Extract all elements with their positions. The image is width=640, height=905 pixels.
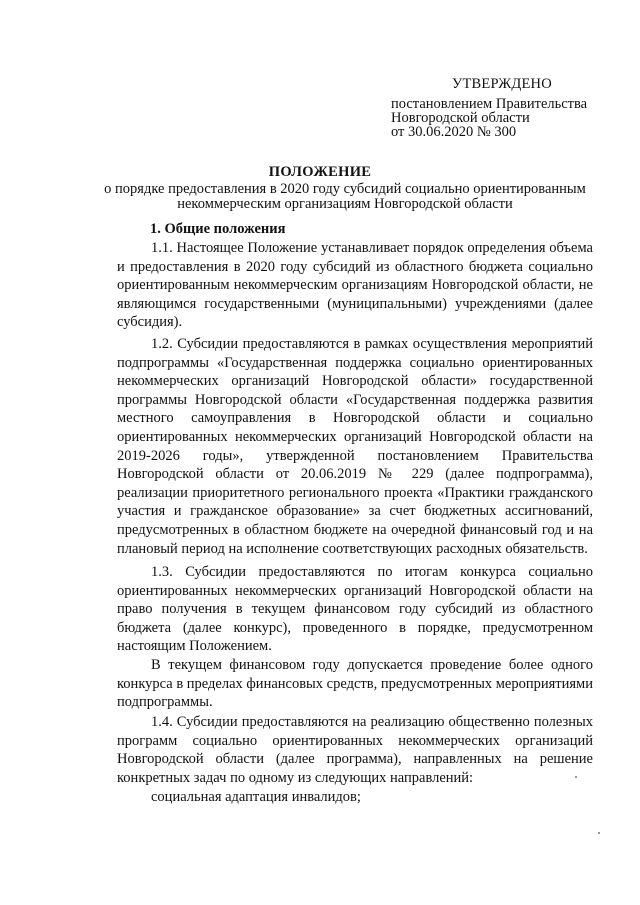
paragraph-1-4: 1.4. Субсидии предоставляются на реализацию общественно полезных программ социально ориентированных некоммерческих организаций Новгородской области (далее программа), направленных на решение конкретных задач по одному из следующих направлений: bbox=[117, 714, 593, 786]
paragraph-1-2: 1.2. Субсидии предоставляются в рамках осуществления мероприятий подпрограммы «Государственная поддержка социально ориентированных некоммерческих организаций Новгородской области» государственной программы Новгородской области «Государственная поддержка развития местного самоуправления в Новгородской области и социально ориентированных некоммерческих организаций Новгородской области на 2019-2026 годы», утвержденной постановлением Правительства Новгородской области от 20.06.2019 № 229 (далее подпрограмма), реализации приоритетного регионального проекта «Практики гражданского участия и гражданское образование» за счет бюджетных ассигнований, предусмотренных в областном бюджете на очередной финансовый год и на плановый период на исполнение соответствующих расходных обязательств. bbox=[117, 336, 593, 557]
document-title: ПОЛОЖЕНИЕ bbox=[268, 164, 372, 180]
approval-line-2: Новгородской области bbox=[391, 110, 530, 126]
approval-heading: УТВЕРЖДЕНО bbox=[452, 76, 552, 92]
paragraph-1-3: 1.3. Субсидии предоставляются по итогам конкурса социально ориентированных некоммерческих организаций Новгородской области на право получения в текущем финансовом году субсидий из областного бюджета (далее конкурс), проведенного в порядке, предусмотренном настоящим Положением. bbox=[117, 564, 593, 655]
paragraph-1-3-continued: В текущем финансовом году допускается проведение более одного конкурса в пределах финансовых средств, предусмотренных мероприятиями подпрограммы. bbox=[117, 657, 593, 711]
approval-line-1: постановлением Правительства bbox=[391, 96, 588, 112]
document-subtitle: о порядке предоставления в 2020 году субсидий социально ориентированным некоммерческим организациям Новгородской области bbox=[104, 181, 586, 212]
list-item-direction: социальная адаптация инвалидов; bbox=[151, 789, 361, 805]
approval-line-3: от 30.06.2020 № 300 bbox=[391, 124, 517, 140]
paragraph-1-1: 1.1. Настоящее Положение устанавливает порядок определения объема и предоставления в 2020 году субсидий из областного бюджета социально ориентированным некоммерческим организациям Новгородской области, не являющимся государственными (муниципальными) учреждениями (далее субсидия). bbox=[117, 240, 593, 331]
scan-speck bbox=[575, 776, 577, 778]
scan-speck bbox=[598, 832, 600, 834]
section-heading: 1. Общие положения bbox=[150, 221, 286, 237]
